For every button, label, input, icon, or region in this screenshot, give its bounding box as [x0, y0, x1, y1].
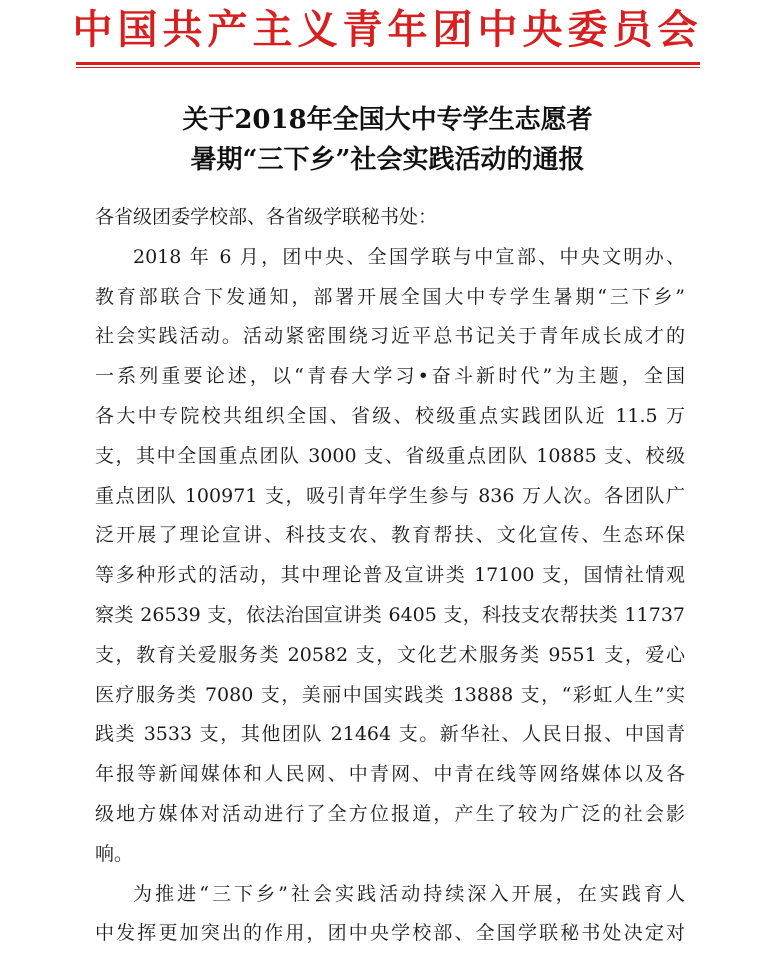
body-line: 践类 3533 支，其他团队 21464 支。新华社、人民日报、中国青 [95, 723, 685, 746]
body-line: 年报等新闻媒体和人民网、中青网、中青在线等网络媒体以及各 [95, 763, 685, 786]
salutation: 各省级团委学校部、各省级学联秘书处： [95, 206, 438, 228]
body-line: 察类 26539 支，依法治国宣讲类 6405 支，科技支农帮扶类 11737 [95, 603, 685, 626]
org-header: 中国共产主义青年团中央委员会 [72, 6, 703, 53]
body-line: 2018 年 6 月，团中央、全国学联与中宣部、中央文明办、 [133, 245, 685, 268]
document-title-line-2: 暑期“三下乡”社会实践活动的通报 [190, 145, 585, 175]
body-line: 等多种形式的活动，其中理论普及宣讲类 17100 支，国情社情观 [95, 564, 685, 587]
document-title-line-1: 关于2018年全国大中专学生志愿者 [182, 105, 593, 135]
body-line: 社会实践活动。活动紧密围绕习近平总书记关于青年成长成才的 [95, 325, 685, 348]
body-line: 支，教育关爱服务类 20582 支，文化艺术服务类 9551 支，爱心 [95, 643, 685, 666]
document-body [95, 198, 685, 954]
body-line: 响。 [95, 842, 134, 865]
body-line: 泛开展了理论宣讲、科技支农、教育帮扶、文化宣传、生态环保 [95, 524, 685, 547]
body-line: 一系列重要论述，以“青春大学习•奋斗新时代”为主题，全国 [95, 365, 685, 388]
body-line: 各大中专院校共组织全国、省级、校级重点实践团队近 11.5 万 [95, 404, 685, 427]
body-line: 支，其中全国重点团队 3000 支、省级重点团队 10885 支、校级 [95, 444, 685, 467]
body-line: 医疗服务类 7080 支，美丽中国实践类 13888 支，“彩虹人生”实 [95, 683, 685, 706]
header-rule-thin [76, 67, 700, 68]
body-line: 重点团队 100971 支，吸引青年学生参与 836 万人次。各团队广 [95, 484, 685, 507]
body-line: 教育部联合下发通知，部署开展全国大中专学生暑期“三下乡” [95, 285, 685, 308]
body-line: 中发挥更加突出的作用，团中央学校部、全国学联秘书处决定对 [95, 922, 685, 945]
body-line: 为推进“三下乡”社会实践活动持续深入开展，在实践育人 [133, 882, 685, 905]
header-rule-thick [76, 62, 700, 65]
body-line: 级地方媒体对活动进行了全方位报道，产生了较为广泛的社会影 [95, 802, 685, 825]
